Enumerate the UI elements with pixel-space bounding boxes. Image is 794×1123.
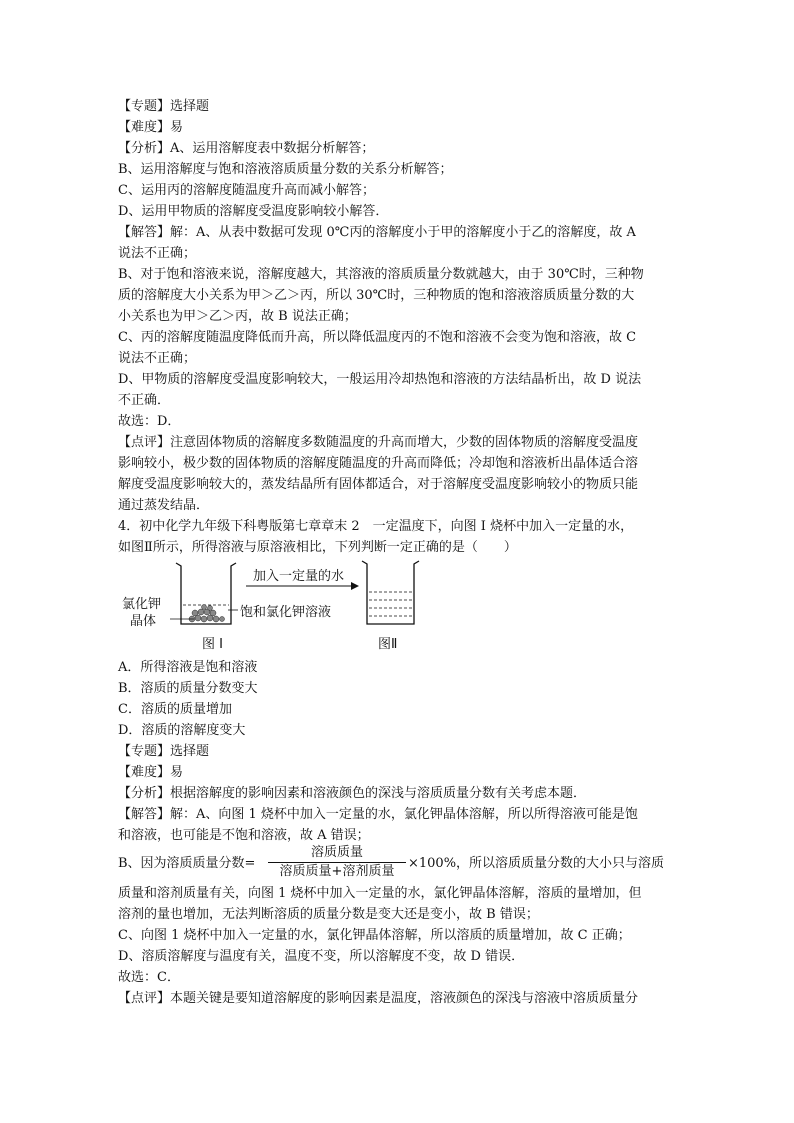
arrow-label: 加入一定量的水 (253, 569, 345, 584)
text-line: 溶剂的量也增加，无法判断溶质的质量分数是变大还是变小，故 B 错误； (118, 907, 539, 922)
beaker-1 (176, 563, 236, 624)
text-line: 【点评】注意固体物质的溶解度多数随温度的升高而增大，少数的固体物质的溶解度受温度 (118, 435, 639, 450)
text-line: 故选：D． (118, 414, 181, 429)
solution-label: 饱和氯化钾溶液 (240, 605, 332, 620)
crystal-label: 晶体 (130, 614, 157, 629)
formula-prefix: B、因为溶质质量分数= (118, 856, 256, 871)
text-line: D、运用甲物质的溶解度受温度影响较小解答． (118, 204, 389, 219)
figure-caption: 图Ⅱ (378, 637, 398, 652)
figure-caption: 图 I (202, 637, 223, 652)
text-line: C、丙的溶解度随温度降低而升高，所以降低温度丙的不饱和溶液不会变为饱和溶液，故 C (118, 330, 637, 345)
text-line: 说法不正确； (118, 246, 197, 261)
answer-option-a: A．所得溶液是饱和溶液 (118, 660, 258, 675)
answer-option-b: B．溶质的质量分数变大 (118, 681, 258, 696)
formula-denominator: 溶质质量+溶剂质量 (279, 864, 395, 879)
text-line: 【难度】易 (118, 120, 184, 135)
mass-fraction-formula (268, 845, 406, 880)
text-line: 通过蒸发结晶． (118, 498, 210, 513)
text-line: 【点评】本题关键是要知道溶解度的影响因素是温度，溶液颜色的深浅与溶液中溶质质量分 (118, 991, 639, 1006)
answer-option-d: D．溶质的溶解度变大 (118, 723, 246, 738)
formula-numerator: 溶质质量 (310, 845, 363, 860)
text-line: 不正确． (118, 393, 171, 408)
text-line: 解度受温度影响较大的，蒸发结晶所有固体都适合，对于溶解度受温度影响较小的物质只能 (118, 477, 639, 492)
crystal-particles (189, 605, 225, 623)
text-line: 说法不正确； (118, 351, 197, 366)
text-line: 【分析】根据溶解度的影响因素和溶液颜色的深浅与溶质质量分数有关考虑本题． (118, 786, 587, 801)
text-line: C、向图 1 烧杯中加入一定量的水，氯化钾晶体溶解，所以溶质的质量增加，故 C 正确； (118, 928, 631, 943)
text-line: 小关系也为甲＞乙＞丙，故 B 说法正确； (118, 309, 357, 324)
text-line: 【分析】A、运用溶解度表中数据分析解答； (118, 141, 375, 156)
text-line: 【专题】选择题 (118, 744, 210, 759)
text-line: 质量和溶剂质量有关，向图 1 烧杯中加入一定量的水，氯化钾晶体溶解，溶质的量增加，但 (118, 886, 642, 901)
fraction-bar (268, 862, 406, 863)
text-line: B、对于饱和溶液来说，溶解度越大，其溶液的溶质质量分数就越大，由于 30℃时，三种物 (118, 267, 644, 282)
text-line: 【解答】解：A、从表中数据可发现 0℃丙的溶解度小于甲的溶解度小于乙的溶解度，故 A (118, 225, 636, 240)
text-line: 【难度】易 (118, 765, 184, 780)
text-line: D、溶质溶解度与温度有关，温度不变，所以溶解度不变，故 D 错误． (118, 949, 525, 964)
text-line: C、运用丙的溶解度随温度升高而减小解答； (118, 183, 375, 198)
formula-suffix: ×100%，所以溶质质量分数的大小只与溶质 (408, 856, 665, 871)
crystal-label: 氯化钾 (122, 597, 162, 612)
question-stem: 如图Ⅱ所示，所得溶液与原溶液相比，下列判断一定正确的是（ ） (118, 540, 517, 555)
text-line: 【解答】解：A、向图 1 烧杯中加入一定量的水，氯化钾晶体溶解，所以所得溶液可能是饱 (118, 807, 638, 822)
question-stem: 4．初中化学九年级下科粤版第七章章末 2 一定温度下，向图 I 烧杯中加入一定量的水， (118, 519, 634, 534)
text-line: B、运用溶解度与饱和溶液溶质质量分数的关系分析解答； (118, 162, 453, 177)
text-line: 故选：C． (118, 970, 180, 985)
text-line: 影响较小，极少数的固体物质的溶解度随温度的升高而降低；冷却饱和溶液析出晶体适合溶 (118, 456, 639, 471)
text-line: 质的溶解度大小关系为甲＞乙＞丙，所以 30℃时，三种物质的饱和溶液溶质质量分数的大 (118, 288, 635, 303)
text-line: 和溶液，也可能是不饱和溶液，故 A 错误； (118, 828, 370, 843)
text-line: D、甲物质的溶解度受温度影响较大，一般运用冷却热饱和溶液的方法结晶析出，故 D 说法 (118, 372, 642, 387)
beaker-2 (362, 561, 419, 624)
text-line: 【专题】选择题 (118, 99, 210, 114)
answer-option-c: C．溶质的质量增加 (118, 702, 232, 717)
